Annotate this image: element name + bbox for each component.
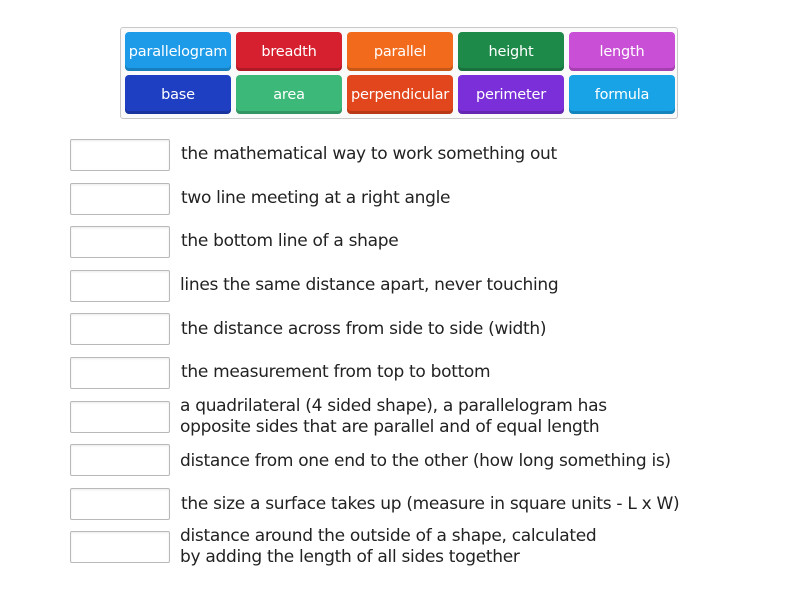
tile-area[interactable]: area [236,75,342,114]
clue-text [181,188,741,209]
clue-text [181,231,741,252]
clue-line: a quadrilateral (4 sided shape), a parallelogram has [180,396,607,416]
clue-line: lines the same distance apart, never touching [180,275,559,295]
clue-text [180,396,740,438]
tile-length[interactable]: length [569,32,675,71]
answer-drop-box[interactable] [70,183,170,215]
answer-drop-box[interactable] [70,226,170,258]
answer-drop-box[interactable] [70,401,170,433]
tile-perpendicular[interactable]: perpendicular [347,75,453,114]
answer-drop-box[interactable] [70,488,170,520]
answer-drop-box[interactable] [70,357,170,389]
clue-text [180,526,740,568]
clue-text [181,362,741,383]
tile-height[interactable]: height [458,32,564,71]
clue-line: the measurement from top to bottom [181,362,491,382]
tile-formula[interactable]: formula [569,75,675,114]
word-bank [120,27,678,119]
clue-line: the distance across from side to side (width) [181,319,547,339]
clue-line: opposite sides that are parallel and of equal length [180,417,600,437]
tile-base[interactable]: base [125,75,231,114]
clue-line: distance around the outside of a shape, calculated [180,526,597,546]
clue-line: the size a surface takes up (measure in square units - L x W) [181,494,680,514]
clue-text [181,144,741,165]
clue-line: the bottom line of a shape [181,231,399,251]
answer-drop-box[interactable] [70,139,170,171]
clue-line: two line meeting at a right angle [181,188,451,208]
clue-text [180,451,740,472]
answer-drop-box[interactable] [70,270,170,302]
tile-parallelogram[interactable]: parallelogram [125,32,231,71]
clue-text [181,494,741,515]
answer-drop-box[interactable] [70,444,170,476]
answer-drop-box[interactable] [70,531,170,563]
answer-drop-box[interactable] [70,313,170,345]
tile-parallel[interactable]: parallel [347,32,453,71]
clue-text [181,319,741,340]
clue-line: distance from one end to the other (how long something is) [180,451,671,471]
clue-line: the mathematical way to work something out [181,144,557,164]
tile-breadth[interactable]: breadth [236,32,342,71]
clue-text [180,275,740,296]
clue-line: by adding the length of all sides together [180,547,520,567]
tile-perimeter[interactable]: perimeter [458,75,564,114]
